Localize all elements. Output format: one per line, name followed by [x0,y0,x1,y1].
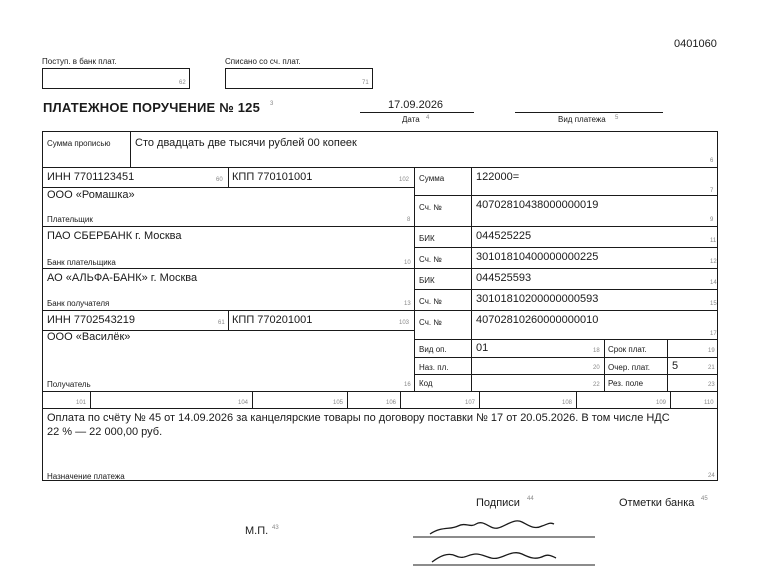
payee-bank-num: 13 [404,301,411,307]
payee-bik-label: БИК [419,276,435,285]
amount-label: Сумма [419,174,445,183]
date-value: 17.09.2026 [388,99,444,111]
signatures-label: Подписи [476,497,520,509]
payer-label: Плательщик [47,215,93,224]
debited-num: 71 [362,80,369,86]
queue-num: 21 [708,365,715,371]
purpose-code-num: 20 [593,365,600,371]
op-type-label: Вид оп. [419,345,447,354]
payment-type-label: Вид платежа [558,115,606,124]
payee-corr-num: 15 [710,301,717,307]
bank-marks-label: Отметки банка [619,497,695,509]
payment-type-num: 5 [615,115,619,121]
signature-marks [410,516,600,572]
payer-bank-label: Банк плательщика [47,258,116,267]
payer-inn-num: 60 [216,177,223,183]
purpose-code-label: Наз. пл. [419,363,449,372]
op-type-value[interactable]: 01 [476,342,489,354]
amount-words-label: Сумма прописью [47,139,111,148]
payer-num: 8 [407,217,411,223]
payee-account-value[interactable]: 40702810260000000010 [476,314,599,326]
payer-bik-label: БИК [419,234,435,243]
amount-words-value[interactable]: Сто двадцать две тысячи рублей 00 копеек [135,137,357,149]
date-label: Дата [402,115,420,124]
payer-name[interactable]: ООО «Ромашка» [47,189,135,201]
payer-bank-name[interactable]: ПАО СБЕРБАНК г. Москва [47,230,182,242]
queue-label: Очер. плат. [608,363,651,372]
payer-corr-num: 12 [710,259,717,265]
received-num: 62 [179,80,186,86]
pay-term-num: 19 [708,348,715,354]
payee-bank-label: Банк получателя [47,299,110,308]
tax-field-106: 106 [386,400,397,406]
reserve-num: 23 [708,382,715,388]
amount-value[interactable]: 122000= [476,171,520,183]
payee-bik-num: 14 [710,280,717,286]
code-label: Код [419,379,433,388]
queue-value[interactable]: 5 [672,360,679,372]
tax-field-109: 109 [656,400,667,406]
amount-num: 7 [710,188,714,194]
reserve-label: Рез. поле [608,379,644,388]
signatures-num: 44 [527,496,534,502]
payer-account-num: 9 [710,217,714,223]
payee-num: 16 [404,382,411,388]
amount-words-num: 6 [710,158,714,164]
form-code: 0401060 [674,38,717,50]
tax-field-105: 105 [333,400,344,406]
stamp-num: 43 [272,525,279,531]
purpose-num: 24 [708,473,715,479]
tax-field-104: 104 [238,400,249,406]
payee-bank-name[interactable]: АО «АЛЬФА-БАНК» г. Москва [47,272,198,284]
payer-corr-label: Сч. № [419,255,442,264]
payer-account-label: Сч. № [419,203,442,212]
payer-bik-num: 11 [710,238,717,244]
payee-bik-value[interactable]: 044525593 [476,272,532,284]
bank-marks-num: 45 [701,496,708,502]
tax-field-110: 110 [704,400,714,406]
code-num: 22 [593,382,600,388]
purpose-line-2[interactable]: 22 % — 22 000,00 руб. [47,426,163,438]
date-num: 4 [426,115,430,121]
signature-2 [432,553,556,562]
debited-field[interactable] [225,68,373,89]
payee-kpp[interactable]: КПП 770201001 [232,314,313,326]
payee-kpp-num: 103 [399,320,410,326]
payee-account-label: Сч. № [419,318,442,327]
stamp-label: М.П. [245,525,269,537]
payer-bik-value[interactable]: 044525225 [476,230,532,242]
payee-corr-label: Сч. № [419,297,442,306]
pay-term-label: Срок плат. [608,345,647,354]
payee-corr-value[interactable]: 30101810200000000593 [476,293,599,305]
payee-name[interactable]: ООО «Василёк» [47,331,131,343]
payee-inn-num: 61 [218,320,225,326]
debited-label: Списано со сч. плат. [225,57,301,66]
payer-inn[interactable]: ИНН 7701123451 [47,171,135,183]
tax-field-108: 108 [562,400,573,406]
payee-label: Получатель [47,380,91,389]
payer-kpp[interactable]: КПП 770101001 [232,171,313,183]
purpose-label: Назначение платежа [47,472,125,481]
payee-inn[interactable]: ИНН 7702543219 [47,314,136,326]
title-num: 3 [270,101,274,107]
payer-kpp-num: 102 [399,177,410,183]
purpose-line-1[interactable]: Оплата по счёту № 45 от 14.09.2026 за канцелярские товары по договору поставки № 17 от 20.05.2026. В том числе НДС [47,412,670,424]
received-field[interactable] [42,68,190,89]
payer-bank-num: 10 [404,260,411,266]
document-title: ПЛАТЕЖНОЕ ПОРУЧЕНИЕ № 125 [43,100,261,115]
tax-field-101: 101 [76,400,87,406]
tax-field-107: 107 [465,400,476,406]
op-type-num: 18 [593,348,600,354]
signature-1 [430,521,554,534]
payer-corr-value[interactable]: 30101810400000000225 [476,251,599,263]
payer-account-value[interactable]: 40702810438000000019 [476,199,599,211]
received-label: Поступ. в банк плат. [42,57,117,66]
payee-account-num: 17 [710,331,717,337]
